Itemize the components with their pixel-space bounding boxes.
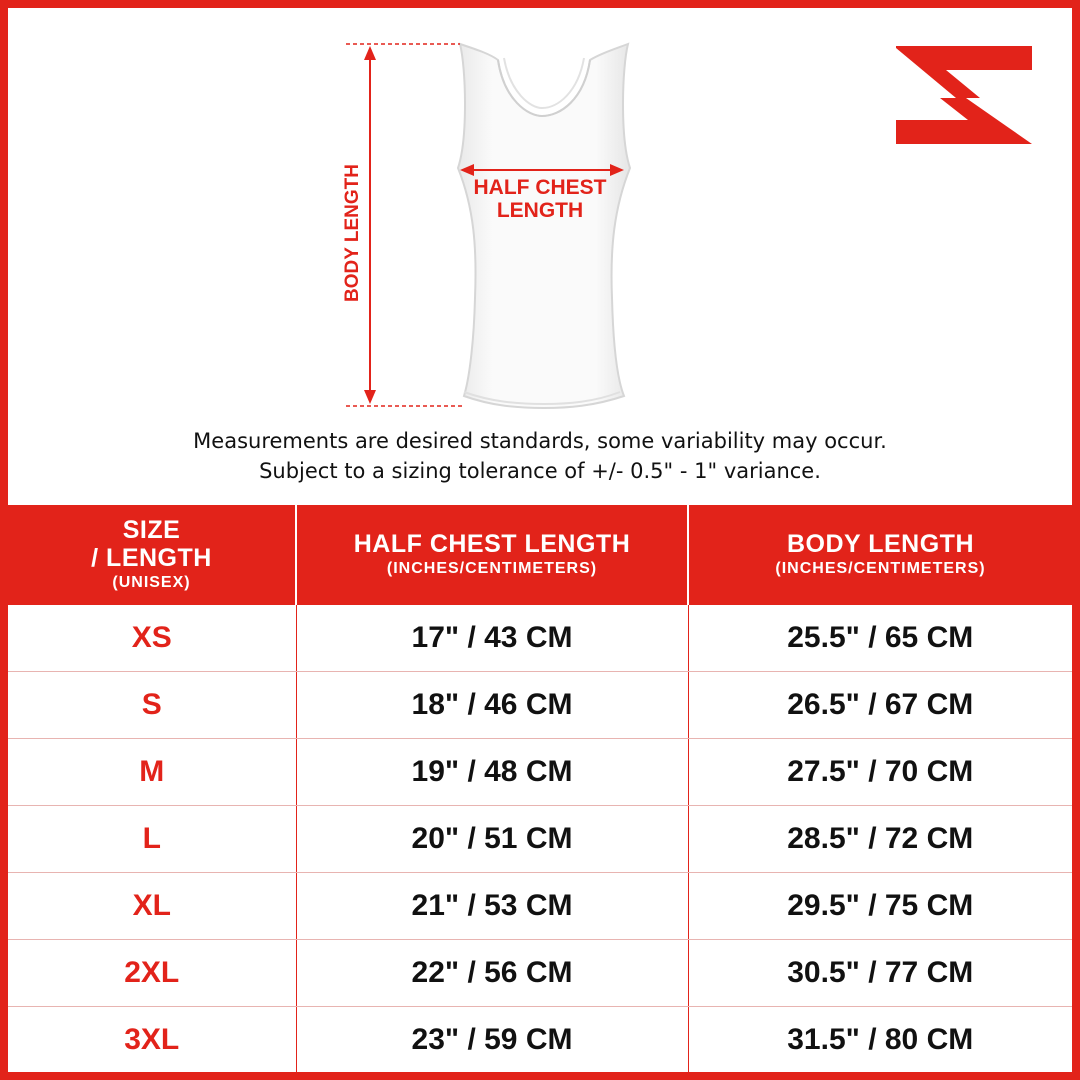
size-cell: 3XL bbox=[8, 1007, 296, 1073]
header-size: SIZE / LENGTH (UNISEX) bbox=[8, 505, 296, 605]
half-chest-label-line2: LENGTH bbox=[496, 199, 584, 222]
tank-top-icon bbox=[458, 44, 630, 408]
size-chart bbox=[8, 8, 1072, 1072]
half-chest-cell: 21" / 53 CM bbox=[296, 873, 688, 940]
body-length-cell: 30.5" / 77 CM bbox=[688, 940, 1072, 1007]
body-length-cell: 25.5" / 65 CM bbox=[688, 605, 1072, 672]
half-chest-cell: 23" / 59 CM bbox=[296, 1007, 688, 1073]
half-chest-label-line1: HALF CHEST bbox=[473, 176, 607, 199]
header-half-chest: HALF CHEST LENGTH (INCHES/CENTIMETERS) bbox=[296, 505, 688, 605]
half-chest-cell: 19" / 48 CM bbox=[296, 739, 688, 806]
measurement-disclaimer bbox=[8, 426, 1072, 486]
body-length-cell: 27.5" / 70 CM bbox=[688, 739, 1072, 806]
size-cell: 2XL bbox=[8, 940, 296, 1007]
body-length-cell: 31.5" / 80 CM bbox=[787, 1023, 974, 1056]
body-length-cell: 28.5" / 72 CM bbox=[688, 806, 1072, 873]
disclaimer-line-1: Measurements are desired standards, some variability may occur. bbox=[193, 429, 887, 453]
table-row bbox=[8, 1007, 1072, 1073]
body-length-label: BODY LENGTH bbox=[342, 164, 363, 302]
table-row bbox=[8, 873, 1072, 940]
brand-logo-icon bbox=[896, 46, 1032, 144]
header-body-length: BODY LENGTH (INCHES/CENTIMETERS) bbox=[688, 505, 1072, 605]
measurement-guide bbox=[8, 8, 1072, 505]
half-chest-cell: 22" / 56 CM bbox=[296, 940, 688, 1007]
table-header-row bbox=[8, 505, 1072, 605]
table-row bbox=[8, 940, 1072, 1007]
disclaimer-line-2: Subject to a sizing tolerance of +/- 0.5" - 1" variance. bbox=[259, 459, 821, 483]
size-cell: S bbox=[8, 672, 296, 739]
size-table bbox=[8, 505, 1072, 1072]
table-row bbox=[8, 739, 1072, 806]
table-row bbox=[8, 806, 1072, 873]
body-length-arrow bbox=[364, 46, 376, 404]
body-length-cell: 29.5" / 75 CM bbox=[688, 873, 1072, 940]
half-chest-cell: 17" / 43 CM bbox=[296, 605, 688, 672]
size-cell: L bbox=[8, 806, 296, 873]
table-row bbox=[8, 672, 1072, 739]
size-cell: XL bbox=[8, 873, 296, 940]
half-chest-cell: 20" / 51 CM bbox=[296, 806, 688, 873]
body-length-cell: 26.5" / 67 CM bbox=[688, 672, 1072, 739]
half-chest-cell: 18" / 46 CM bbox=[296, 672, 688, 739]
size-cell: M bbox=[8, 739, 296, 806]
size-cell: XS bbox=[8, 605, 296, 672]
table-row bbox=[8, 605, 1072, 672]
